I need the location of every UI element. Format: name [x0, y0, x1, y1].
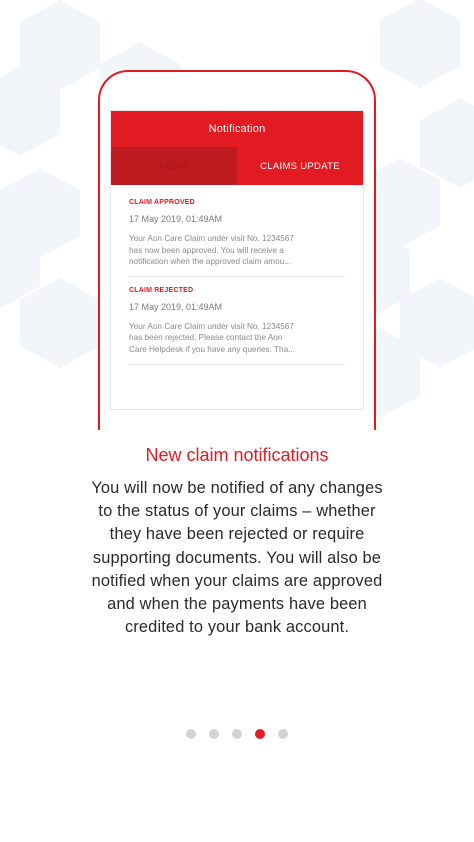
tab-news[interactable]: NEWS [111, 147, 237, 185]
notification-line: Your Aon Care Claim under visit No. 1234567 [129, 321, 294, 331]
page-indicator [0, 729, 474, 739]
notification-date: 17 May 2019, 01:49AM [129, 214, 223, 224]
notification-line: notification when the approved claim amou... [129, 257, 292, 267]
onboarding-description [38, 477, 436, 639]
notification-line: Care Helpdesk if you have any queries. Tha... [129, 344, 295, 354]
description-line: to the status of your claims – whether [98, 502, 376, 521]
app-title: Notification [208, 123, 266, 135]
notification-line: has now been approved. You will receive a [129, 245, 284, 255]
notification-type: CLAIM REJECTED [129, 286, 194, 294]
page-dot-1[interactable] [186, 729, 196, 739]
divider [129, 364, 345, 365]
notification-item[interactable] [111, 185, 363, 277]
description-line: supporting documents. You will also be [92, 548, 382, 567]
page-dot-5[interactable] [278, 729, 288, 739]
phone-screen [110, 110, 364, 410]
description-line: credited to your bank account. [124, 618, 350, 637]
phone-mockup [98, 70, 376, 430]
notification-type: CLAIM APPROVED [129, 199, 195, 206]
description-line: notified when your claims are approved [91, 571, 383, 590]
notification-item[interactable] [111, 277, 363, 365]
tab-claims-update[interactable]: CLAIMS UPDATE [237, 147, 363, 185]
description-line: You will now be notified of any changes [91, 479, 383, 497]
page-dot-2[interactable] [209, 729, 219, 739]
onboarding-headline: New claim notifications [145, 445, 329, 465]
app-header [111, 111, 363, 147]
notification-body [129, 233, 345, 268]
tab-bar [111, 147, 363, 185]
notification-line: Your Aon Care Claim under visit No. 1234567 [129, 234, 294, 243]
notification-body [129, 321, 345, 356]
page-dot-3[interactable] [232, 729, 242, 739]
page-dot-4[interactable] [255, 729, 265, 739]
description-line: and when the payments have been [107, 595, 367, 614]
description-line: they have been rejected or require [109, 525, 365, 544]
notification-date: 17 May 2019, 01:49AM [129, 301, 223, 312]
notification-line: has been rejected. Please contact the Aon [129, 333, 283, 343]
